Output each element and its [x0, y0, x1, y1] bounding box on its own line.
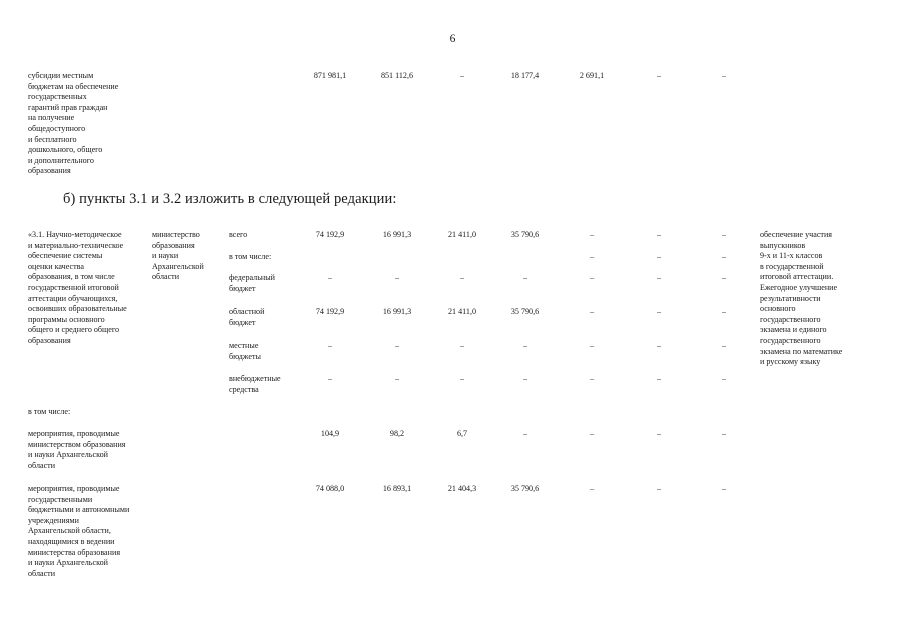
result-cell: экзамена по математике — [760, 346, 843, 356]
sub-row-label: государственными — [28, 494, 93, 504]
table-cell-value: – — [589, 374, 595, 383]
result-cell: в государственной — [760, 261, 824, 271]
table-cell-value: – — [589, 429, 595, 438]
item-title: государственной итоговой — [28, 283, 119, 292]
table-cell-value: – — [589, 484, 595, 493]
row-label: общедоступного — [28, 124, 86, 133]
row-label: государственных — [28, 92, 87, 102]
table-cell-value: – — [459, 71, 465, 80]
result-cell: основного — [760, 304, 796, 314]
table-cell-value: – — [656, 230, 662, 239]
table-cell-value: – — [522, 374, 528, 383]
table-cell-value: – — [656, 273, 662, 282]
source-label: в том числе: — [229, 252, 272, 261]
result-cell: экзамена и единого — [760, 325, 827, 335]
table-cell-value: – — [589, 307, 595, 316]
sub-row-label: и науки Архангельской — [28, 558, 108, 568]
sub-row-label: учреждениями — [28, 515, 79, 525]
table-cell-value: 2 691,1 — [579, 71, 605, 80]
row-label: на получение — [28, 113, 75, 123]
item-title: и материально-техническое — [28, 240, 124, 250]
table-cell-value: – — [721, 71, 727, 80]
source-label: внебюджетные — [229, 374, 281, 383]
table-cell-value: 35 790,6 — [510, 307, 540, 316]
row-label: и дополнительного — [28, 155, 94, 165]
table-cell-value: – — [656, 429, 662, 438]
source-label: местные — [229, 341, 259, 350]
table-cell-value: 21 411,0 — [447, 307, 477, 316]
item-title: программы основного — [28, 314, 105, 324]
table-cell-value: 74 088,0 — [315, 484, 345, 493]
source-label: областной — [229, 307, 265, 316]
row-label: субсидии местным — [28, 71, 94, 80]
table-cell-value: – — [656, 307, 662, 316]
table-cell-value: – — [589, 230, 595, 239]
table-cell-value: 104,9 — [320, 429, 340, 438]
table-cell-value: – — [394, 374, 400, 383]
table-cell-value: – — [656, 374, 662, 383]
table-cell-value: – — [721, 273, 727, 282]
table-cell-value: 18 177,4 — [510, 71, 540, 80]
executor-cell: и науки — [152, 251, 179, 261]
item-title: образования — [28, 336, 71, 345]
row-label: гарантий прав граждан — [28, 102, 108, 112]
table-cell-value: – — [459, 341, 465, 350]
page-number: 6 — [449, 33, 456, 45]
table-cell-value: – — [721, 252, 727, 261]
table-cell-value: – — [589, 273, 595, 282]
table-cell-value: – — [656, 71, 662, 80]
table-cell-value: – — [394, 273, 400, 282]
table-cell-value: – — [721, 484, 727, 493]
row-label: и бесплатного — [28, 134, 77, 144]
row-label: образования — [28, 166, 71, 176]
executor-cell: Архангельской — [152, 261, 204, 271]
source-label: бюджеты — [229, 351, 261, 361]
executor-cell: образования — [152, 240, 195, 250]
sub-row-label: министерства образования — [28, 547, 121, 557]
section-heading: б) пункты 3.1 и 3.2 изложить в следующей редакции: — [63, 191, 397, 207]
sub-row-label: и науки Архангельской — [28, 450, 108, 460]
table-cell-value: – — [589, 252, 595, 261]
row-label: бюджетам на обеспечение — [28, 81, 119, 91]
table-cell-value: 16 991,3 — [382, 230, 412, 239]
table-cell-value: 35 790,6 — [510, 230, 540, 239]
table-cell-value: – — [589, 341, 595, 350]
sub-row-label: бюджетными и автономными — [28, 505, 130, 515]
table-cell-value: 74 192,9 — [315, 307, 345, 316]
table-cell-value: – — [721, 230, 727, 239]
table-cell-value: – — [721, 374, 727, 383]
executor-cell: министерство — [152, 230, 200, 239]
row-label: дошкольного, общего — [28, 145, 103, 155]
table-cell-value: – — [656, 252, 662, 261]
table-cell-value: 35 790,6 — [510, 484, 540, 493]
sub-row-label: Архангельской области, — [28, 526, 111, 536]
table-cell-value: – — [522, 429, 528, 438]
table-cell-value: – — [459, 374, 465, 383]
item-title: обеспечение системы — [28, 251, 103, 261]
result-cell: и русскому языку — [760, 357, 821, 367]
sub-row-label: министерством образования — [28, 439, 126, 449]
item-title: образования, в том числе — [28, 272, 115, 282]
table-cell-value: 98,2 — [389, 429, 405, 438]
result-cell: выпускников — [760, 240, 806, 250]
source-label: всего — [229, 230, 248, 239]
source-label: федеральный — [229, 273, 275, 282]
table-cell-value: – — [327, 341, 333, 350]
result-cell: 9-х и 11-х классов — [760, 251, 823, 261]
table-cell-value: 851 112,6 — [380, 71, 414, 80]
source-label: бюджет — [229, 283, 256, 293]
item-title: аттестации обучающихся, — [28, 293, 118, 303]
table-cell-value: – — [327, 273, 333, 282]
source-label: бюджет — [229, 317, 256, 327]
table-cell-value: 6,7 — [456, 429, 468, 438]
result-cell: итоговой аттестации. — [760, 272, 834, 282]
table-cell-value: – — [522, 341, 528, 350]
table-cell-value: 16 991,3 — [382, 307, 412, 316]
result-cell: результативности — [760, 293, 821, 303]
table-cell-value: – — [656, 484, 662, 493]
result-cell: государственного — [760, 336, 821, 345]
source-label: средства — [229, 384, 259, 394]
table-cell-value: 21 411,0 — [447, 230, 477, 239]
sub-row-label: области — [28, 568, 56, 578]
table-cell-value: 871 981,1 — [313, 71, 347, 80]
result-cell: Ежегодное улучшение — [760, 283, 838, 292]
sub-row-label: находящимися в ведении — [28, 537, 115, 546]
table-cell-value: – — [656, 341, 662, 350]
table-cell-value: – — [394, 341, 400, 350]
executor-cell: области — [152, 272, 180, 282]
table-cell-value: 16 893,1 — [382, 484, 412, 493]
table-cell-value: – — [721, 429, 727, 438]
item-title: «3.1. Научно-методическое — [28, 230, 122, 239]
sub-row-label: области — [28, 460, 56, 470]
table-cell-value: – — [327, 374, 333, 383]
item-title: оценки качества — [28, 261, 84, 271]
including-label: в том числе: — [28, 407, 71, 416]
sub-row-label: мероприятия, проводимые — [28, 429, 120, 438]
item-title: общего и среднего общего — [28, 325, 120, 335]
table-cell-value: 21 404,3 — [447, 484, 477, 493]
sub-row-label: мероприятия, проводимые — [28, 484, 120, 493]
table-cell-value: 74 192,9 — [315, 230, 345, 239]
table-cell-value: – — [721, 307, 727, 316]
table-cell-value: – — [721, 341, 727, 350]
item-title: освоивших образовательные — [28, 304, 127, 314]
result-cell: обеспечение участия — [760, 230, 833, 239]
table-cell-value: – — [522, 273, 528, 282]
table-cell-value: – — [459, 273, 465, 282]
result-cell: государственного — [760, 314, 821, 324]
